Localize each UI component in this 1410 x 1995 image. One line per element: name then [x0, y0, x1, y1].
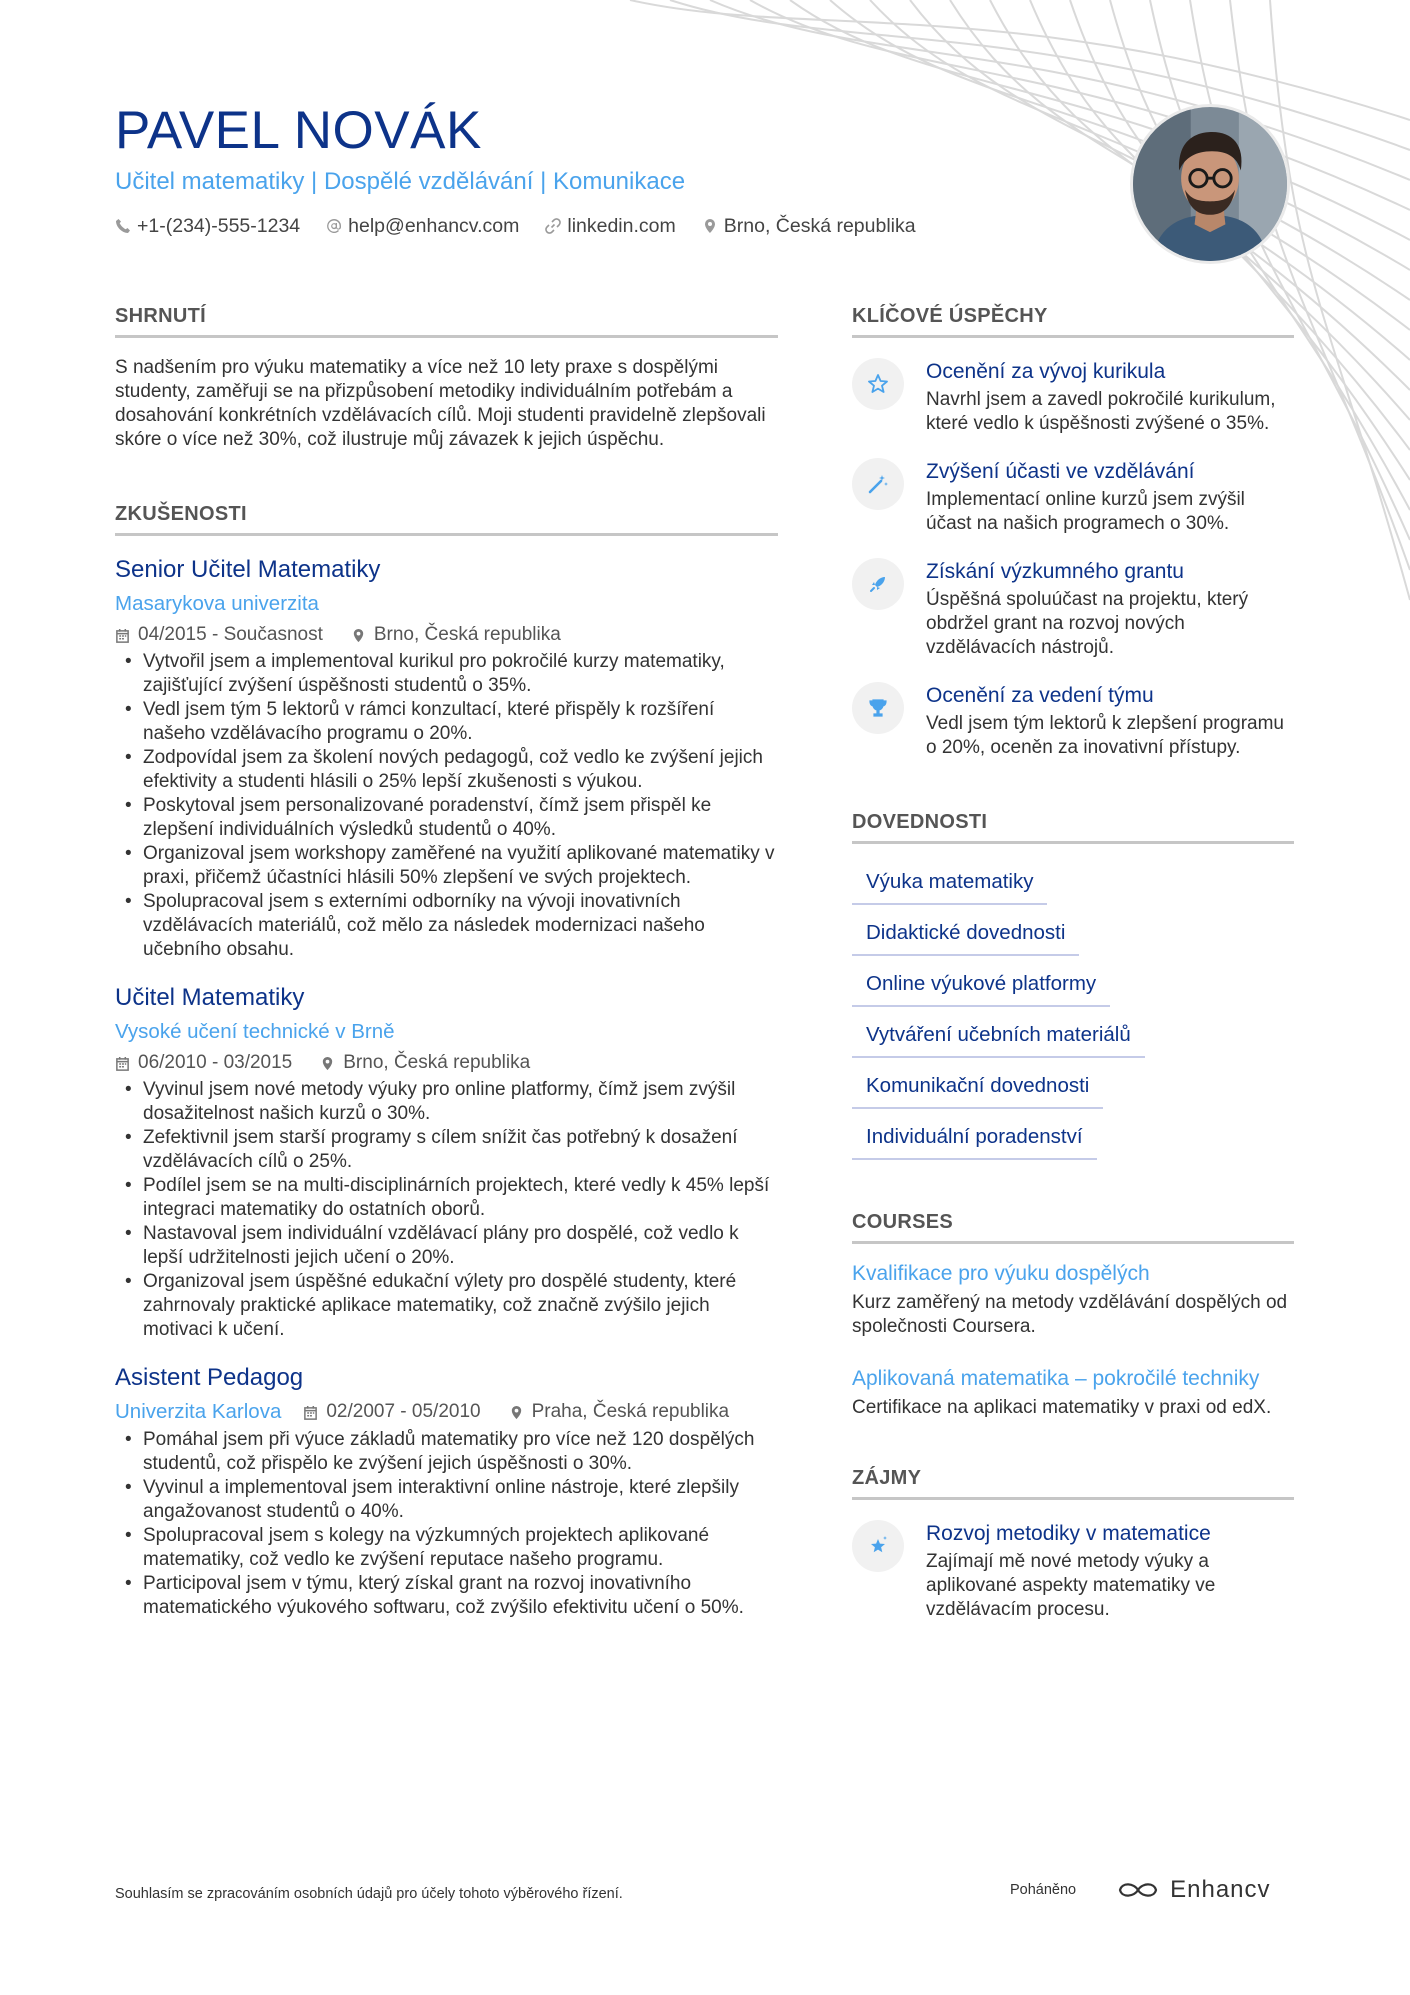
achievement-title: Získání výzkumného grantu: [926, 560, 1184, 583]
job-company: Masarykova univerzita: [115, 592, 319, 615]
star-icon: [852, 358, 904, 410]
job-entry: [115, 1362, 778, 1620]
candidate-headline: Učitel matematiky | Dospělé vzdělávání | Komunikace: [115, 168, 686, 195]
avatar-illustration: [1133, 107, 1287, 261]
contact-email[interactable]: [326, 212, 519, 240]
job-dates: [303, 1399, 480, 1425]
job-entry: [115, 982, 778, 1342]
job-bullets: [115, 1078, 778, 1342]
course-item: [852, 1260, 1294, 1339]
phone-text: +1-(234)-555-1234: [137, 215, 301, 237]
achievement-item: [852, 358, 1294, 436]
job-dates: [115, 622, 323, 648]
job-title: Učitel Matematiky: [115, 984, 305, 1011]
interests-section: [852, 1466, 1294, 1622]
achievement-title: Zvýšení účasti ve vzdělávání: [926, 460, 1195, 483]
enhancv-logo[interactable]: [1116, 1876, 1270, 1904]
job-bullet: • Zodpovídal jsem za školení nových pedagogů, což vedlo ke zvýšení jejich efektivity a studenti hlásili o 25% lepší zkušenosti s výukou.: [115, 746, 778, 794]
job-meta-items: [303, 1399, 729, 1425]
achievement-title: Ocenění za vývoj kurikula: [926, 360, 1166, 383]
achievements-heading: KLÍČOVÉ ÚSPĚCHY: [852, 304, 1294, 338]
job-title: Senior Učitel Matematiky: [115, 556, 381, 583]
left-column: [115, 304, 778, 1620]
job-bullet: • Organizoval jsem workshopy zaměřené na využití aplikované matematiky v praxi, přičemž účastníci hlásili 50% zlepšení ve svých projektech.: [115, 842, 778, 890]
job-bullet: • Podílel jsem se na multi-disciplinárních projektech, které vedly k 45% lepší integraci matematiky do ostatních oborů.: [115, 1174, 778, 1222]
summary-section: [115, 304, 778, 452]
contact-location: [702, 212, 916, 240]
consent-text: Souhlasím se zpracováním osobních údajů pro účely tohoto výběrového řízení.: [115, 1886, 623, 1902]
link-icon: [545, 218, 561, 234]
phone-icon: [115, 218, 131, 234]
course-title: Kvalifikace pro výuku dospělých: [852, 1262, 1150, 1285]
star-sparkle-icon: [852, 1520, 904, 1572]
job-bullet: • Pomáhal jsem při výuce základů matematiky pro více než 120 dospělých studentů, což přispělo ke zvýšení jejich úspěšnosti o 30%.: [115, 1428, 778, 1476]
location-pin-icon: [351, 628, 366, 643]
job-bullet: • Zefektivnil jsem starší programy s cílem snížit čas potřebný k dosažení vzdělávacích cílů o 25%.: [115, 1126, 778, 1174]
email-text: help@enhancv.com: [348, 215, 520, 237]
experience-section: [115, 502, 778, 1620]
skill-tag: Komunikační dovednosti: [852, 1064, 1103, 1109]
skill-tag: Výuka matematiky: [852, 860, 1047, 905]
interest-desc: Zajímají mě nové metody výuky a aplikované aspekty matematiky ve vzdělávacím procesu.: [926, 1551, 1216, 1620]
rocket-icon: [852, 558, 904, 610]
achievement-desc: Vedl jsem tým lektorů k zlepšení programu o 20%, oceněn za inovativní přístupy.: [926, 713, 1284, 758]
contact-phone[interactable]: [115, 212, 300, 240]
course-title: Aplikovaná matematika – pokročilé techniky: [852, 1367, 1260, 1390]
achievement-desc: Úspěšná spoluúčast na projektu, který obdržel grant na rozvoj nových vzdělávacích nástrojů.: [926, 589, 1249, 658]
job-bullet: • Participoval jsem v týmu, který získal grant na rozvoj inovativního matematického výukového softwaru, což zvýšilo efektivitu učení o 50%.: [115, 1572, 778, 1620]
job-bullets: [115, 650, 778, 962]
interest-item: [852, 1520, 1294, 1622]
job-bullet: • Organizoval jsem úspěšné edukační výlety pro dospělé studenty, které zahrnovaly praktické aplikace matematiky, což značně zvýšilo jejich motivaci k učení.: [115, 1270, 778, 1342]
location-pin-icon: [320, 1056, 335, 1071]
achievements-section: [852, 304, 1294, 760]
resume-header: [115, 100, 1115, 240]
job-dates-text: 02/2007 - 05/2010: [326, 1401, 481, 1422]
infinity-logo-icon: [1116, 1878, 1160, 1902]
achievement-desc: Implementací online kurzů jsem zvýšil účast na našich programech o 30%.: [926, 489, 1245, 534]
job-dates: [115, 1050, 292, 1076]
job-company: Vysoké učení technické v Brně: [115, 1020, 395, 1043]
calendar-icon: [303, 1405, 318, 1420]
location-text: Brno, Česká republika: [723, 215, 916, 237]
job-title: Asistent Pedagog: [115, 1364, 304, 1391]
courses-heading: COURSES: [852, 1210, 1294, 1244]
achievement-item: [852, 458, 1294, 536]
footer-branding: [1010, 1876, 1271, 1904]
course-item: [852, 1365, 1294, 1420]
job-meta: [115, 1050, 778, 1076]
achievement-item: [852, 682, 1294, 760]
job-bullet: • Vedl jsem tým 5 lektorů v rámci konzultací, které přispěly k rozšíření našeho vzdělávacího programu o 20%.: [115, 698, 778, 746]
job-location-text: Praha, Česká republika: [531, 1401, 730, 1422]
course-desc: Kurz zaměřený na metody vzdělávání dospělých od společnosti Coursera.: [852, 1292, 1288, 1337]
calendar-icon: [115, 628, 130, 643]
job-location-text: Brno, Česká republika: [343, 1052, 531, 1073]
interest-title: Rozvoj metodiky v matematice: [926, 1522, 1211, 1545]
calendar-icon: [115, 1056, 130, 1071]
achievement-item: [852, 558, 1294, 660]
profile-photo: [1130, 104, 1290, 264]
skill-tag: Didaktické dovednosti: [852, 911, 1079, 956]
location-pin-icon: [509, 1405, 524, 1420]
brand-name: Enhancv: [1170, 1876, 1271, 1903]
job-location: [509, 1399, 730, 1425]
job-bullet: • Vyvinul a implementoval jsem interaktivní online nástroje, které zlepšily angažovanost studentů o 40%.: [115, 1476, 778, 1524]
magic-wand-icon: [852, 458, 904, 510]
contact-linkedin[interactable]: [545, 212, 675, 240]
job-entry: [115, 554, 778, 962]
job-company: Univerzita Karlova: [115, 1400, 282, 1423]
job-meta: [115, 1398, 778, 1426]
courses-section: [852, 1210, 1294, 1420]
experience-heading: ZKUŠENOSTI: [115, 502, 778, 536]
skills-heading: DOVEDNOSTI: [852, 810, 1294, 844]
skill-tag: Individuální poradenství: [852, 1115, 1097, 1160]
job-bullet: • Spolupracoval jsem s externími odborníky na vývoji inovativních vzdělávacích materiálů, což mělo za následek modernizaci našeho učebního obsahu.: [115, 890, 778, 962]
job-dates-text: 04/2015 - Současnost: [138, 624, 323, 645]
location-pin-icon: [702, 218, 718, 234]
interests-heading: ZÁJMY: [852, 1466, 1294, 1500]
job-meta: [115, 622, 778, 648]
achievement-title: Ocenění za vedení týmu: [926, 684, 1154, 707]
job-bullet: • Spolupracoval jsem s kolegy na výzkumných projektech aplikované matematiky, což vedlo ke zvýšení reputace našeho programu.: [115, 1524, 778, 1572]
job-dates-text: 06/2010 - 03/2015: [138, 1052, 293, 1073]
skills-list: [852, 860, 1294, 1166]
job-bullets: [115, 1428, 778, 1620]
at-sign-icon: [326, 218, 342, 234]
skill-tag: Vytváření učebních materiálů: [852, 1013, 1145, 1058]
right-column: [852, 304, 1294, 1622]
candidate-name: PAVEL NOVÁK: [115, 101, 482, 160]
job-bullet: • Poskytoval jsem personalizované poradenství, čímž jsem přispěl ke zlepšení individuálních výsledků studentů o 40%.: [115, 794, 778, 842]
job-location-text: Brno, Česká republika: [373, 624, 561, 645]
linkedin-text: linkedin.com: [567, 215, 676, 237]
course-desc: Certifikace na aplikaci matematiky v praxi od edX.: [852, 1397, 1272, 1418]
job-location: [351, 622, 561, 648]
job-bullet: • Vyvinul jsem nové metody výuky pro online platformy, čímž jsem zvýšil dosažitelnost našich kurzů o 30%.: [115, 1078, 778, 1126]
job-location: [320, 1050, 530, 1076]
summary-heading: SHRNUTÍ: [115, 304, 778, 338]
skills-section: [852, 810, 1294, 1166]
powered-by-label: Poháněno: [1010, 1882, 1077, 1898]
contact-list: [115, 212, 1115, 240]
achievement-desc: Navrhl jsem a zavedl pokročilé kurikulum, které vedlo k úspěšnosti zvýšené o 35%.: [926, 389, 1276, 434]
trophy-icon: [852, 682, 904, 734]
summary-text: S nadšením pro výuku matematiky a více než 10 lety praxe s dospělými studenty, zaměřuji se na přizpůsobení metodiky individuálním potřebám a dosahování konkrétních vzdělávacích cílů. Moji studenti pravidelně zlepšovali skóre o více než 30%, což ilustruje můj závazek k jejich úspěchu.: [115, 357, 766, 450]
job-bullet: • Vytvořil jsem a implementoval kurikul pro pokročilé kurzy matematiky, zajišťující zvýšení úspěšnosti studentů o 35%.: [115, 650, 778, 698]
job-bullet: • Nastavoval jsem individuální vzdělávací plány pro dospělé, což vedlo k lepší udržitelnosti jejich učení o 20%.: [115, 1222, 778, 1270]
skill-tag: Online výukové platformy: [852, 962, 1110, 1007]
